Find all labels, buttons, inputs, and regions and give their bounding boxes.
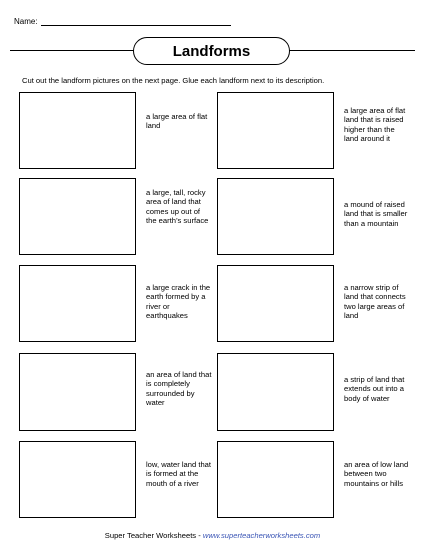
description-right-4: a strip of land that extends out into a body of water bbox=[344, 375, 405, 403]
description-left-3: a large crack in the earth formed by a river or earthquakes bbox=[146, 283, 211, 320]
footer-separator: - bbox=[196, 531, 203, 540]
picture-box-right-2[interactable] bbox=[217, 178, 334, 255]
picture-box-right-5[interactable] bbox=[217, 441, 334, 518]
description-right-5: an area of low land between two mountains or hills bbox=[344, 460, 409, 488]
name-field[interactable] bbox=[41, 17, 231, 26]
picture-box-right-3[interactable] bbox=[217, 265, 334, 342]
description-left-4: an area of land that is completely surrounded by water bbox=[146, 370, 212, 407]
page-title: Landforms bbox=[133, 37, 290, 65]
description-left-5: low, water land that is formed at the mouth of a river bbox=[146, 460, 212, 488]
name-label: Name: bbox=[14, 17, 38, 26]
footer-brand: Super Teacher Worksheets bbox=[104, 531, 197, 540]
name-line bbox=[14, 17, 231, 26]
picture-box-left-1[interactable] bbox=[19, 92, 136, 169]
description-right-3: a narrow strip of land that connects two large areas of land bbox=[344, 283, 406, 320]
picture-box-left-4[interactable] bbox=[19, 353, 136, 431]
footer-site-link[interactable]: www.superteacherworksheets.com bbox=[202, 531, 321, 540]
description-left-1: a large area of flat land bbox=[146, 112, 208, 131]
picture-box-left-3[interactable] bbox=[19, 265, 136, 342]
picture-box-right-1[interactable] bbox=[217, 92, 334, 169]
picture-box-right-4[interactable] bbox=[217, 353, 334, 431]
description-right-2: a mound of raised land that is smaller than a mountain bbox=[344, 200, 408, 228]
instructions: Cut out the landform pictures on the next page. Glue each landform next to its description. bbox=[22, 76, 325, 85]
picture-box-left-2[interactable] bbox=[19, 178, 136, 255]
description-left-2: a large, tall, rocky area of land that comes up out of the earth’s surface bbox=[146, 188, 209, 225]
picture-box-left-5[interactable] bbox=[19, 441, 136, 518]
description-right-1: a large area of flat land that is raised higher than the land around it bbox=[344, 106, 406, 143]
footer bbox=[0, 531, 425, 540]
